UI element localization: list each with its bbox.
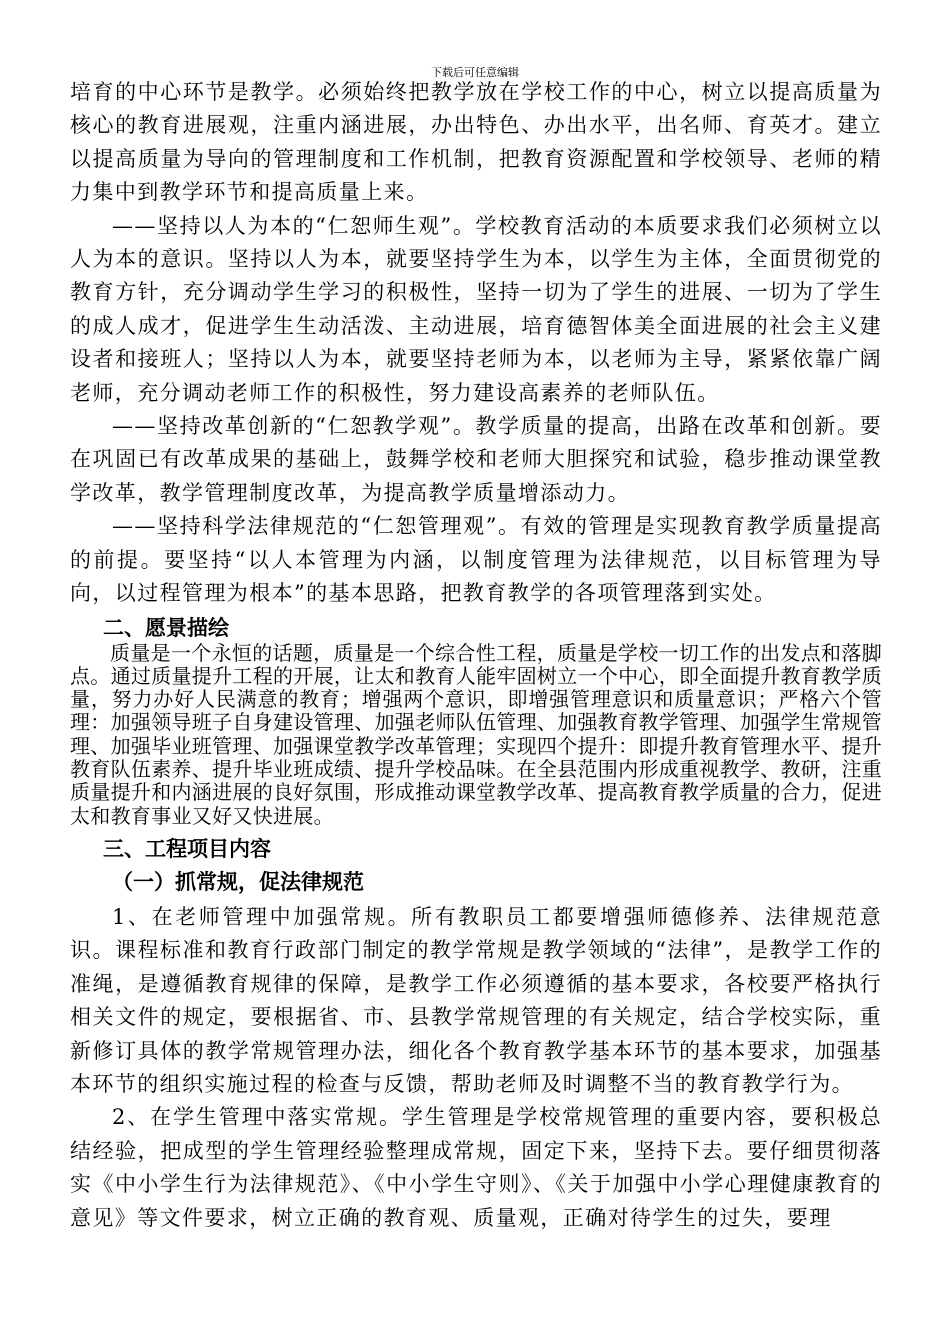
list-item-student-management: 2、在学生管理中落实常规。学生管理是学校常规管理的重要内容，要积极总结经验，把成型的学生管理经验整理成常规，固定下来，坚持下去。要仔细贯彻落实《中小学生行为法律规范》、《中小学生守则》、《关于加强中小学心理健康教育的意见》等文件要求，树立正确的教育观、质量观，正确对待学生的过失，要理 [70,1105,882,1230]
subsection-heading-routine: （一）抓常规，促法律规范 [112,868,364,894]
paragraph-teacher-student-view: ——坚持以人为本的“仁恕师生观”。学校教育活动的本质要求我们必须树立以人为本的意识。坚持以人为本，就要坚持学生为本，以学生为主体，全面贯彻党的教育方针，充分调动学生学习的积极性，坚持一切为了学生的进展、一切为了学生的成人成才，促进学生生动活泼、主动进展，培育德智体美全面进展的社会主义建设者和接班人；坚持以人为本，就要坚持老师为本，以老师为主导，紧紧依靠广阔老师，充分调动老师工作的积极性，努力建设高素养的老师队伍。 [70,213,882,405]
section-heading-vision: 二、愿景描绘 [103,614,229,640]
document-body [70,76,882,1235]
section-heading-project-content: 三、工程项目内容 [103,835,271,861]
paragraph-vision: 质量是一个永恒的话题，质量是一个综合性工程，质量是学校一切工作的出发点和落脚点。通过质量提升工程的开展，让太和教育人能牢固树立一个中心，即全面提升教育教学质量，努力办好人民满意的教育；增强两个意识，即增强管理意识和质量意识；严格六个管理：加强领导班子自身建设管理、加强老师队伍管理、加强教育教学管理、加强学生常规管理、加强毕业班管理、加强课堂教学改革管理；实现四个提升：即提升教育管理水平、提升教育队伍素养、提升毕业班成绩、提升学校品味。在全县范围内形成重视教学、教研，注重质量提升和内涵进展的良好氛围，形成推动课堂教学改革、提高教育教学质量的合力，促进太和教育事业又好又快进展。 [70,640,882,828]
list-item-teacher-management: 1、在老师管理中加强常规。所有教职员工都要增强师德修养、法律规范意识。课程标准和教育行政部门制定的教学常规是教学领域的“法律”，是教学工作的准绳，是遵循教育规律的保障，是教学工作必须遵循的基本要求，各校要严格执行相关文件的规定，要根据省、市、县教学常规管理的有关规定，结合学校实际，重新修订具体的教学常规管理办法，细化各个教育教学基本环节的基本要求，加强基本环节的组织实施过程的检查与反馈，帮助老师及时调整不当的教育教学行为。 [70,904,882,1096]
paragraph-intro: 培育的中心环节是教学。必须始终把教学放在学校工作的中心，树立以提高质量为核心的教育进展观，注重内涵进展，办出特色、办出水平，出名师、育英才。建立以提高质量为导向的管理制度和工作机制，把教育资源配置和学校领导、老师的精力集中到教学环节和提高质量上来。 [70,80,882,205]
paragraph-teaching-view: ——坚持改革创新的“仁恕教学观”。教学质量的提高，出路在改革和创新。要在巩固已有改革成果的基础上，鼓舞学校和老师大胆探究和试验，稳步推动课堂教学改革，教学管理制度改革，为提高教学质量增添动力。 [70,414,882,505]
header-note: 下载后可任意编辑 [431,66,519,79]
paragraph-management-view: ——坚持科学法律规范的“仁恕管理观”。有效的管理是实现教育教学质量提高的前提。要坚持“以人本管理为内涵，以制度管理为法律规范，以目标管理为导向，以过程管理为根本”的基本思路，把教育教学的各项管理落到实处。 [70,514,882,606]
